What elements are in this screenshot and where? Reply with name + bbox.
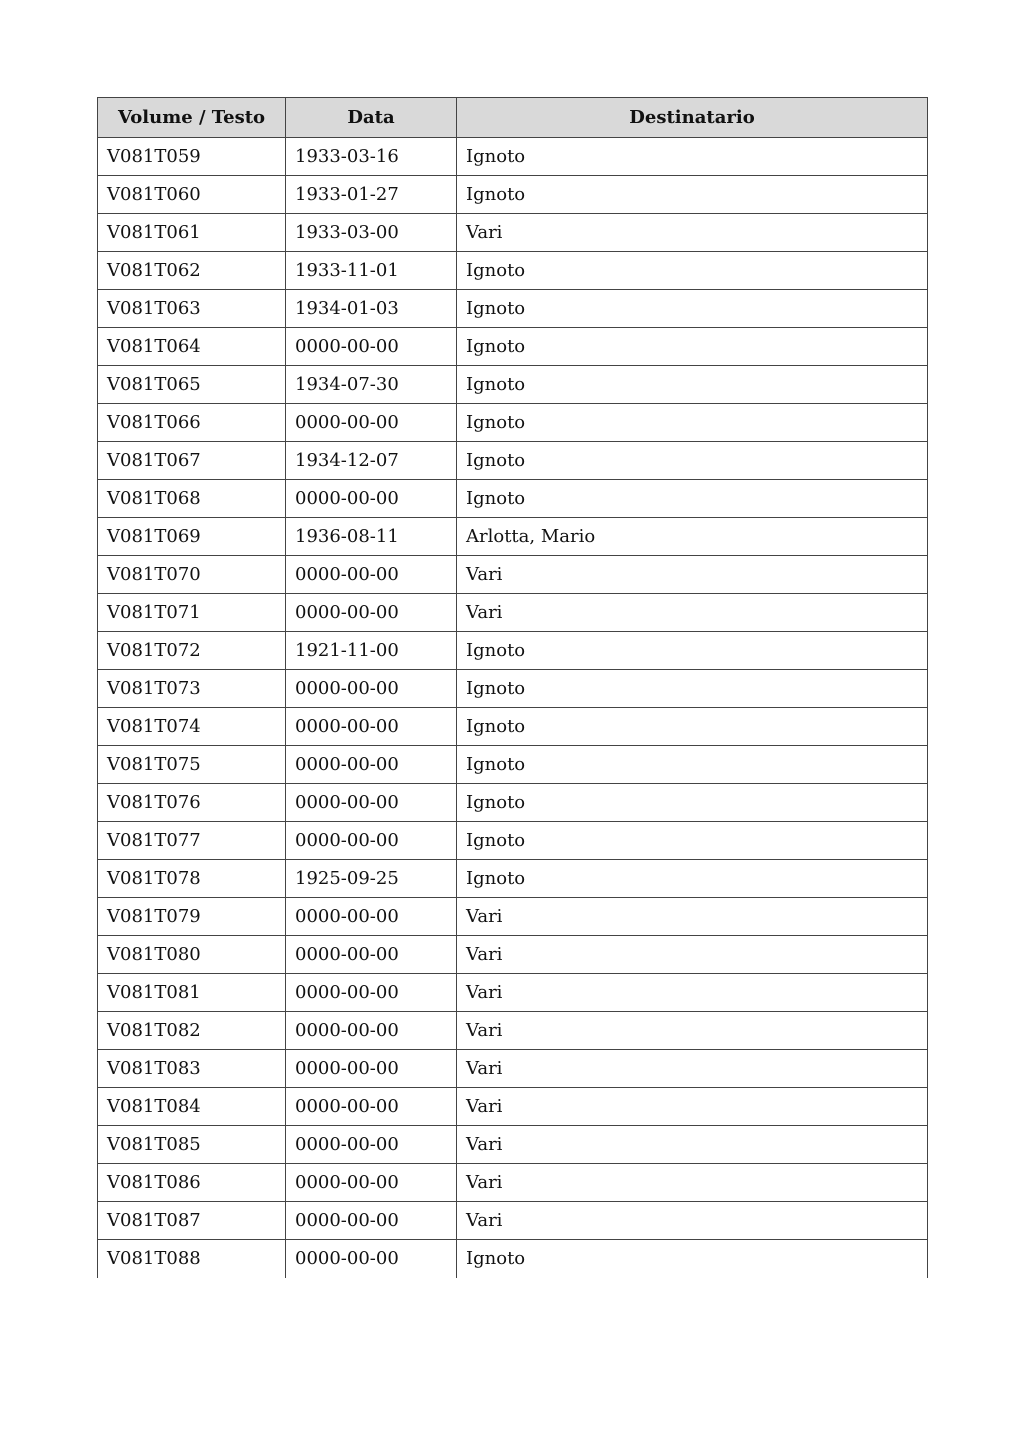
cell-volume-testo: V081T079 — [98, 898, 286, 936]
cell-data: 0000-00-00 — [286, 708, 457, 746]
table-row — [98, 290, 928, 328]
cell-volume-testo: V081T076 — [98, 784, 286, 822]
cell-volume-testo: V081T075 — [98, 746, 286, 784]
cell-destinatario: Ignoto — [457, 480, 928, 518]
cell-data: 0000-00-00 — [286, 1202, 457, 1240]
cell-volume-testo: V081T065 — [98, 366, 286, 404]
cell-volume-testo: V081T064 — [98, 328, 286, 366]
table-row — [98, 708, 928, 746]
table-row — [98, 746, 928, 784]
cell-destinatario: Ignoto — [457, 708, 928, 746]
table-row — [98, 1164, 928, 1202]
cell-volume-testo: V081T067 — [98, 442, 286, 480]
table-row — [98, 214, 928, 252]
table-row — [98, 936, 928, 974]
cell-volume-testo: V081T082 — [98, 1012, 286, 1050]
cell-volume-testo: V081T073 — [98, 670, 286, 708]
cell-data: 1925-09-25 — [286, 860, 457, 898]
table-row — [98, 822, 928, 860]
cell-data: 0000-00-00 — [286, 822, 457, 860]
cell-destinatario: Vari — [457, 1088, 928, 1126]
cell-destinatario: Vari — [457, 898, 928, 936]
table-row — [98, 1126, 928, 1164]
cell-data: 0000-00-00 — [286, 670, 457, 708]
cell-data: 0000-00-00 — [286, 784, 457, 822]
cell-data: 1934-01-03 — [286, 290, 457, 328]
table-row — [98, 176, 928, 214]
cell-destinatario: Ignoto — [457, 176, 928, 214]
cell-data: 1933-11-01 — [286, 252, 457, 290]
cell-destinatario: Vari — [457, 974, 928, 1012]
table-row — [98, 632, 928, 670]
table-row — [98, 594, 928, 632]
table-row — [98, 1202, 928, 1240]
cell-data: 0000-00-00 — [286, 1088, 457, 1126]
cell-destinatario: Ignoto — [457, 290, 928, 328]
cell-destinatario: Vari — [457, 594, 928, 632]
table-header — [98, 98, 928, 138]
cell-data: 1933-03-16 — [286, 138, 457, 176]
table-row — [98, 898, 928, 936]
cell-volume-testo: V081T087 — [98, 1202, 286, 1240]
cell-destinatario: Vari — [457, 1012, 928, 1050]
table-body — [98, 138, 928, 1278]
cell-volume-testo: V081T088 — [98, 1240, 286, 1278]
cell-data: 0000-00-00 — [286, 1126, 457, 1164]
letters-table — [97, 97, 928, 1278]
cell-volume-testo: V081T066 — [98, 404, 286, 442]
table-row — [98, 138, 928, 176]
table-row — [98, 328, 928, 366]
cell-destinatario: Vari — [457, 936, 928, 974]
cell-destinatario: Ignoto — [457, 822, 928, 860]
cell-destinatario: Vari — [457, 1050, 928, 1088]
cell-data: 1934-12-07 — [286, 442, 457, 480]
cell-volume-testo: V081T063 — [98, 290, 286, 328]
cell-volume-testo: V081T086 — [98, 1164, 286, 1202]
cell-data: 0000-00-00 — [286, 594, 457, 632]
cell-volume-testo: V081T071 — [98, 594, 286, 632]
cell-destinatario: Ignoto — [457, 366, 928, 404]
table-row — [98, 442, 928, 480]
cell-data: 1921-11-00 — [286, 632, 457, 670]
table-row — [98, 252, 928, 290]
cell-data: 1933-03-00 — [286, 214, 457, 252]
cell-destinatario: Vari — [457, 1202, 928, 1240]
cell-data: 0000-00-00 — [286, 1240, 457, 1278]
cell-volume-testo: V081T072 — [98, 632, 286, 670]
table-row — [98, 556, 928, 594]
header-row — [98, 98, 928, 138]
cell-volume-testo: V081T077 — [98, 822, 286, 860]
cell-data: 1933-01-27 — [286, 176, 457, 214]
cell-destinatario: Ignoto — [457, 670, 928, 708]
cell-volume-testo: V081T081 — [98, 974, 286, 1012]
cell-volume-testo: V081T061 — [98, 214, 286, 252]
cell-destinatario: Ignoto — [457, 442, 928, 480]
cell-data: 0000-00-00 — [286, 1012, 457, 1050]
cell-destinatario: Ignoto — [457, 1240, 928, 1278]
cell-destinatario: Ignoto — [457, 632, 928, 670]
cell-volume-testo: V081T078 — [98, 860, 286, 898]
cell-destinatario: Ignoto — [457, 328, 928, 366]
header-data: Data — [286, 98, 457, 138]
table-row — [98, 670, 928, 708]
cell-volume-testo: V081T068 — [98, 480, 286, 518]
cell-volume-testo: V081T084 — [98, 1088, 286, 1126]
cell-data: 0000-00-00 — [286, 404, 457, 442]
cell-volume-testo: V081T069 — [98, 518, 286, 556]
table-row — [98, 480, 928, 518]
cell-volume-testo: V081T060 — [98, 176, 286, 214]
cell-destinatario: Vari — [457, 214, 928, 252]
table-row — [98, 404, 928, 442]
table-row — [98, 1050, 928, 1088]
cell-destinatario: Vari — [457, 1126, 928, 1164]
cell-data: 0000-00-00 — [286, 1050, 457, 1088]
cell-destinatario: Ignoto — [457, 138, 928, 176]
table-row — [98, 1088, 928, 1126]
cell-destinatario: Vari — [457, 1164, 928, 1202]
cell-volume-testo: V081T059 — [98, 138, 286, 176]
cell-destinatario: Ignoto — [457, 404, 928, 442]
header-volume-testo: Volume / Testo — [98, 98, 286, 138]
cell-data: 0000-00-00 — [286, 1164, 457, 1202]
header-destinatario: Destinatario — [457, 98, 928, 138]
cell-volume-testo: V081T070 — [98, 556, 286, 594]
table-row — [98, 518, 928, 556]
cell-data: 1936-08-11 — [286, 518, 457, 556]
table-row — [98, 974, 928, 1012]
cell-data: 0000-00-00 — [286, 936, 457, 974]
cell-data: 1934-07-30 — [286, 366, 457, 404]
cell-destinatario: Ignoto — [457, 252, 928, 290]
cell-volume-testo: V081T083 — [98, 1050, 286, 1088]
table-row — [98, 1240, 928, 1278]
cell-destinatario: Ignoto — [457, 746, 928, 784]
cell-volume-testo: V081T080 — [98, 936, 286, 974]
cell-volume-testo: V081T085 — [98, 1126, 286, 1164]
table-row — [98, 1012, 928, 1050]
cell-data: 0000-00-00 — [286, 974, 457, 1012]
cell-destinatario: Ignoto — [457, 784, 928, 822]
cell-data: 0000-00-00 — [286, 898, 457, 936]
cell-destinatario: Ignoto — [457, 860, 928, 898]
table-row — [98, 784, 928, 822]
cell-destinatario: Arlotta, Mario — [457, 518, 928, 556]
table-row — [98, 860, 928, 898]
table-row — [98, 366, 928, 404]
cell-data: 0000-00-00 — [286, 556, 457, 594]
cell-volume-testo: V081T074 — [98, 708, 286, 746]
cell-volume-testo: V081T062 — [98, 252, 286, 290]
cell-data: 0000-00-00 — [286, 328, 457, 366]
cell-data: 0000-00-00 — [286, 746, 457, 784]
cell-destinatario: Vari — [457, 556, 928, 594]
cell-data: 0000-00-00 — [286, 480, 457, 518]
